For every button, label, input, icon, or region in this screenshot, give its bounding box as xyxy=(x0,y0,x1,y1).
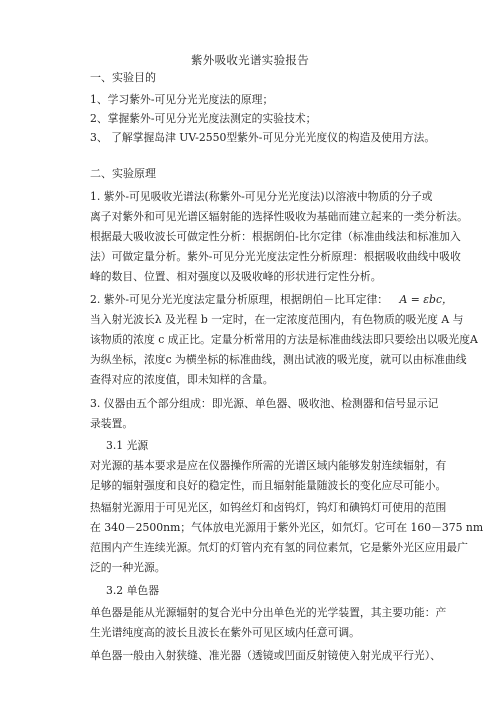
principle-p1-line-5: 峰的数目、位置、相对强度以及吸收峰的形状进行定性分析。 xyxy=(90,270,382,283)
principle-p2-line-2: 当入射光波长λ 及光程 b 一定时，在一定浓度范围内，有色物质的吸光度 A 与 xyxy=(90,313,464,326)
principle-p2-text: 2. 紫外-可见分光光度法定量分析原理，根据朗伯－比耳定律： xyxy=(90,293,389,306)
principle-p3-line-2: 录装置。 xyxy=(90,417,134,430)
principle-p2-line-4: 为纵坐标，浓度c 为横坐标的标准曲线，测出试液的吸光度，就可以由标准曲线 xyxy=(90,353,467,366)
principle-p1-line-2: 离子对紫外和可见光谱区辐射能的选择性吸收为基础而建立起来的一类分析法。 xyxy=(90,210,468,223)
document-title: 紫外吸收光谱实验报告 xyxy=(191,53,309,67)
light-source-p2-line-3: 范围内产生连续光源。氘灯的灯管内充有氢的同位素氘，它是紫外光区应用最广 xyxy=(90,541,468,554)
principle-p2-line-1 xyxy=(90,293,453,307)
light-source-p1-line-2: 足够的辐射强度和良好的稳定性，而且辐射能量随波长的变化应尽可能小。 xyxy=(90,479,447,492)
light-source-p2-line-2: 在 340－2500nm；气体放电光源用于紫外光区，如氘灯。它可在 160－375 nm xyxy=(90,521,484,534)
light-source-p1-line-1: 对光源的基本要求是应在仪器操作所需的光谱区域内能够发射连续辐射，有 xyxy=(90,459,447,472)
principle-p3-line-1: 3. 仪器由五个部分组成：即光源、单色器、吸收池、检测器和信号显示记 xyxy=(90,397,439,410)
section-heading-principle: 二、实验原理 xyxy=(90,167,156,180)
monochromator-p1-line-2: 生光谱纯度高的波长且波长在紫外可见区域内任意可调。 xyxy=(90,626,360,639)
principle-p2-line-3: 该物质的浓度 c 成正比。定量分析常用的方法是标准曲线法即只要绘出以吸光度A xyxy=(90,333,478,346)
principle-p1-line-4: 法）可做定量分析。紫外-可见分光光度法定性分析原理：根据吸收曲线中吸收 xyxy=(90,250,461,263)
objective-item-3: 3、 了解掌握岛津 UV-2550型紫外-可见分光光度仪的构造及使用方法。 xyxy=(90,131,436,144)
beer-lambert-formula: A = εbc， xyxy=(399,293,453,306)
subsection-heading-light-source: 3.1 光源 xyxy=(106,439,149,452)
principle-p1-line-1: 1. 紫外-可见吸收光谱法(称紫外-可见分光光度法)以溶液中物质的分子或 xyxy=(90,190,433,203)
monochromator-p2-line-1: 单色器一般由入射狭缝、准光器（透镜或凹面反射镜使入射光成平行光）、 xyxy=(90,649,441,662)
section-heading-objectives: 一、实验目的 xyxy=(90,71,156,84)
objective-item-1: 1、学习紫外-可见分光光度法的原理； xyxy=(90,93,274,106)
principle-p1-line-3: 根据最大吸收波长可做定性分析：根据朗伯-比尔定律（标准曲线法和标准加入 xyxy=(90,230,461,243)
light-source-p2-line-1: 热辐射光源用于可见光区，如钨丝灯和卤钨灯，钨灯和碘钨灯可使用的范围 xyxy=(90,501,447,514)
subsection-heading-monochromator: 3.2 单色器 xyxy=(106,584,159,597)
monochromator-p1-line-1: 单色器是能从光源辐射的复合光中分出单色光的光学装置，其主要功能：产 xyxy=(90,606,447,619)
light-source-p2-line-4: 泛的一种光源。 xyxy=(90,561,166,574)
objective-item-2: 2、掌握紫外-可见分光光度法测定的实验技术； xyxy=(90,112,317,125)
principle-p2-line-5: 查得对应的浓度值，即未知样的含量。 xyxy=(90,373,274,386)
